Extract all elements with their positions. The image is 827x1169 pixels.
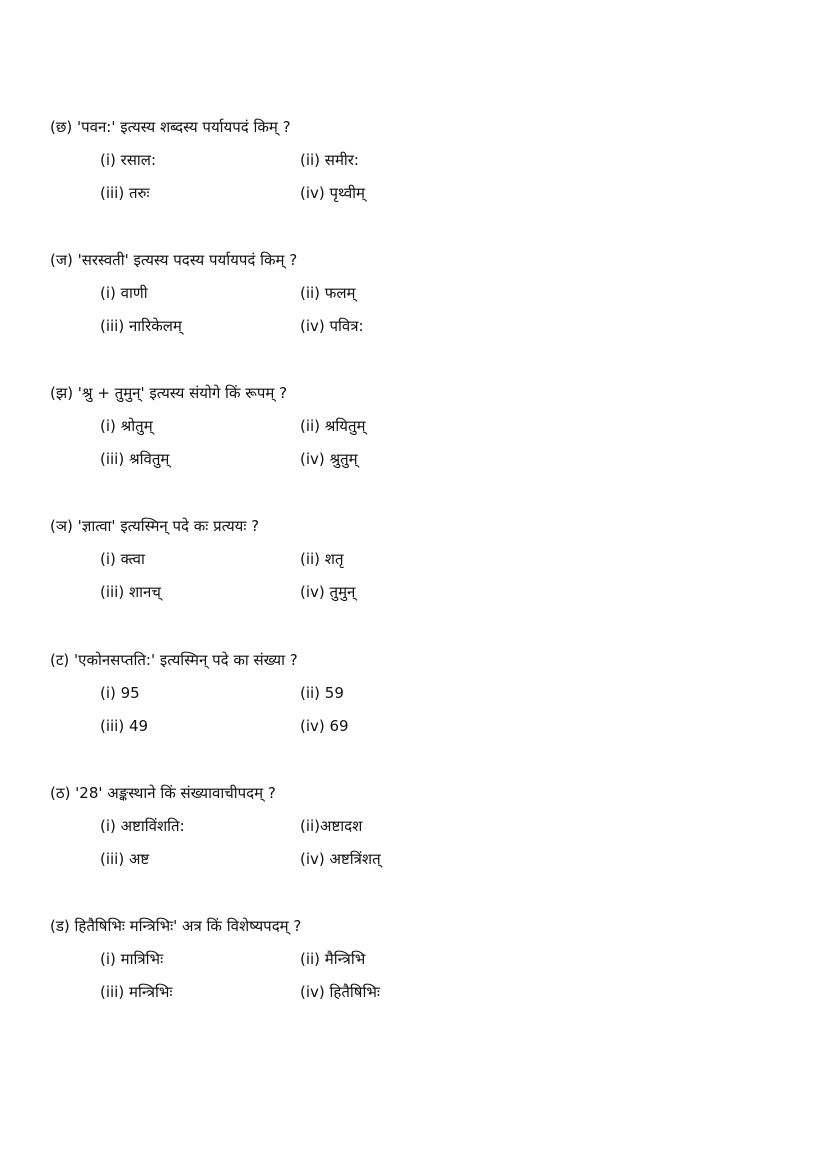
options-row [50,849,770,869]
options-row [50,449,770,469]
question-text: (झ) 'श्रु + तुमुन्' इत्यस्य संयोगे किं रूपम् ? [50,384,288,402]
option-iv: (iv) तुमुन् [300,583,356,601]
option-ii: (ii)अष्टादश [300,817,363,835]
option-iv: (iv) 69 [300,717,349,735]
options-row [50,183,770,203]
options-row [50,949,770,969]
option-iii: (iii) श्रवितुम् [100,450,170,468]
options-row [50,316,770,336]
option-ii: (ii) समीर: [300,151,359,169]
question-text: (ट) 'एकोनसप्तति:' इत्यस्मिन् पदे का संख्या ? [50,651,298,669]
option-iii: (iii) 49 [100,717,149,735]
option-ii: (ii) फलम् [300,284,356,302]
option-i: (i) क्त्वा [100,550,145,568]
option-iii: (iii) नारिकेलम् [100,317,182,335]
option-iii: (iii) शानच् [100,583,161,601]
options-row [50,982,770,1002]
option-iv: (iv) पृथ्वीम् [300,184,366,202]
question-jha [50,383,770,469]
options-row [50,716,770,736]
option-iv: (iv) पवित्र: [300,317,364,335]
option-iii: (iii) अष्ट [100,850,150,868]
options-row [50,416,770,436]
option-ii: (ii) 59 [300,684,344,702]
option-iii: (iii) तरुः [100,184,150,202]
question-text: (ञ) 'ज्ञात्वा' इत्यस्मिन् पदे कः प्रत्ययः ? [50,517,260,535]
options-row [50,816,770,836]
option-ii: (ii) शतृ [300,550,344,568]
options-row [50,549,770,569]
option-i: (i) वाणी [100,284,148,302]
question-text: (ठ) '28' अङ्कस्थाने किं संख्यावाचीपदम् ? [50,784,276,802]
question-text: (छ) 'पवन:' इत्यस्य शब्दस्य पर्यायपदं किम् ? [50,118,291,136]
question-nya [50,516,770,602]
option-i: (i) 95 [100,684,140,702]
question-ta [50,650,770,736]
question-tha [50,783,770,869]
question-ja [50,250,770,336]
option-iv: (iv) श्रुतुम् [300,450,358,468]
question-text: (ज) 'सरस्वती' इत्यस्य पदस्य पर्यायपदं किम् ? [50,251,298,269]
option-iv: (iv) हितैषिभिः [300,983,380,1001]
option-i: (i) रसाल: [100,151,157,169]
option-i: (i) अष्टाविंशति: [100,817,185,835]
question-cha [50,117,770,203]
option-ii: (ii) श्रयितुम् [300,417,366,435]
options-row [50,283,770,303]
option-iii: (iii) मन्त्रिभिः [100,983,173,1001]
question-da [50,916,770,1002]
options-row [50,150,770,170]
option-i: (i) श्रोतुम् [100,417,153,435]
options-row [50,582,770,602]
question-text: (ड) हितैषिभिः मन्त्रिभिः' अत्र किं विशेष्यपदम् ? [50,917,302,935]
option-iv: (iv) अष्टत्रिंशत् [300,850,381,868]
options-row [50,683,770,703]
option-ii: (ii) मैन्त्रिभि [300,950,366,968]
option-i: (i) मात्रिभिः [100,950,164,968]
